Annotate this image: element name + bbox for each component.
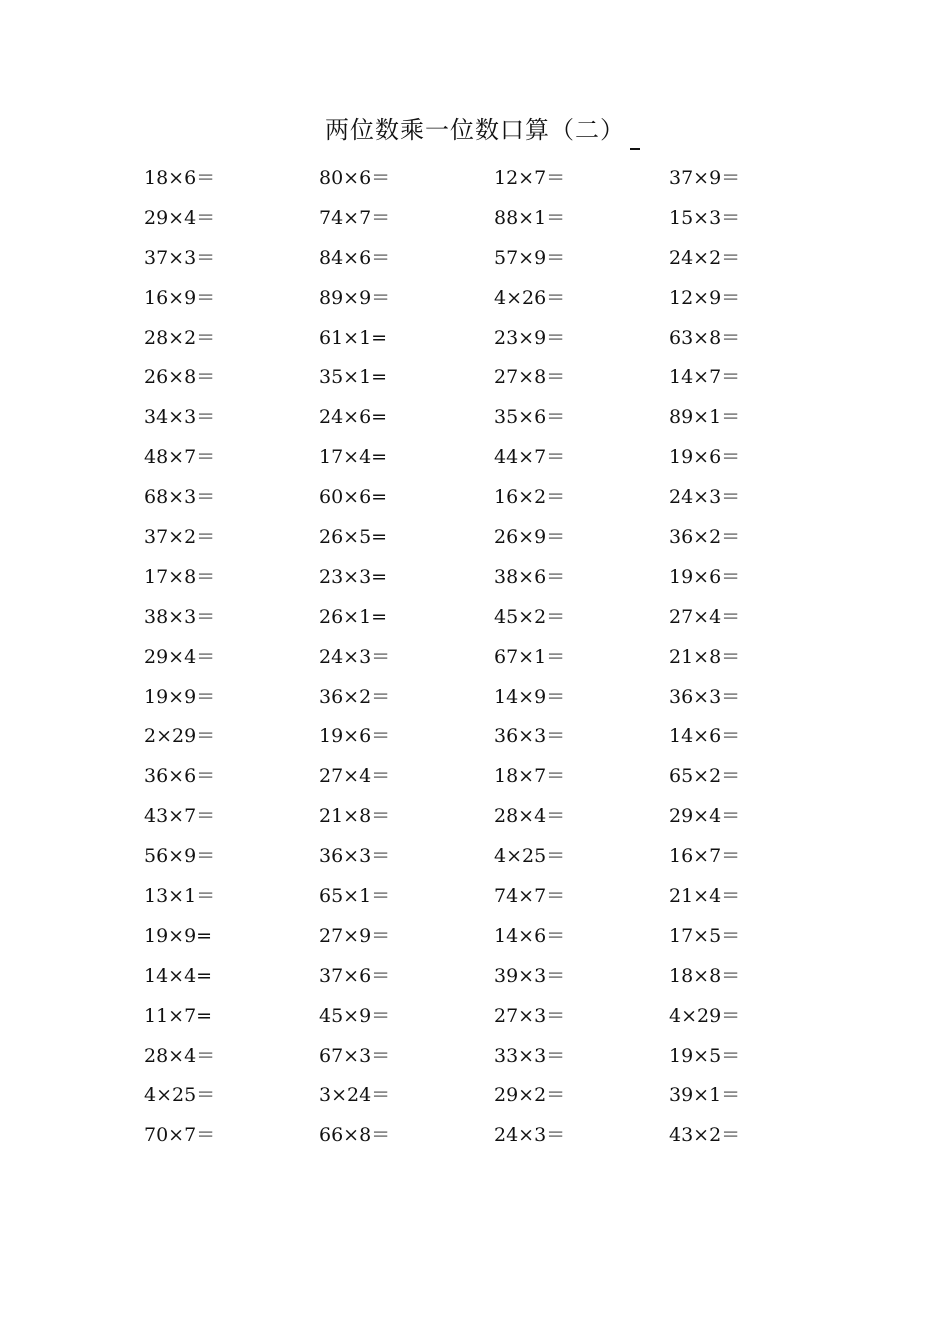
problem-row <box>144 1075 844 1115</box>
problem-item: 65×2＝ <box>669 765 741 788</box>
problem-item: 21×4＝ <box>669 884 741 907</box>
problem-item: 27×9＝ <box>319 924 391 947</box>
problem-item: 24×3＝ <box>319 645 391 668</box>
problem-item: 36×3＝ <box>669 685 741 708</box>
problem-item: 60×6= <box>319 486 388 509</box>
problem-item: 19×6＝ <box>319 725 391 748</box>
problem-row <box>144 836 844 876</box>
problem-item: 18×6＝ <box>144 166 216 189</box>
problem-item: 37×2＝ <box>144 525 216 548</box>
problem-item: 24×6= <box>319 406 388 429</box>
problem-item: 24×3＝ <box>494 1124 566 1147</box>
problem-item: 15×3＝ <box>669 206 741 229</box>
problem-row <box>144 318 844 358</box>
problem-row <box>144 756 844 796</box>
problem-item: 19×9= <box>144 924 213 947</box>
problem-item: 36×2＝ <box>669 525 741 548</box>
problem-item: 66×8＝ <box>319 1124 391 1147</box>
problem-item: 17×8＝ <box>144 565 216 588</box>
problem-item: 65×1＝ <box>319 884 391 907</box>
problem-item: 39×3＝ <box>494 964 566 987</box>
problem-item: 36×6＝ <box>144 765 216 788</box>
problem-item: 28×2＝ <box>144 326 216 349</box>
problem-item: 48×7＝ <box>144 446 216 469</box>
problem-item: 26×1= <box>319 605 388 628</box>
problem-row <box>144 517 844 557</box>
problem-row <box>144 437 844 477</box>
problem-item: 38×6＝ <box>494 565 566 588</box>
problem-item: 17×4= <box>319 446 388 469</box>
problem-item: 27×4＝ <box>669 605 741 628</box>
problem-item: 12×7＝ <box>494 166 566 189</box>
problem-item: 3×24＝ <box>319 1084 391 1107</box>
problem-item: 26×8＝ <box>144 366 216 389</box>
problem-item: 89×1＝ <box>669 406 741 429</box>
problem-item: 43×7＝ <box>144 805 216 828</box>
problem-row <box>144 876 844 916</box>
problem-item: 74×7＝ <box>319 206 391 229</box>
problem-item: 4×29＝ <box>669 1004 741 1027</box>
problem-item: 43×2＝ <box>669 1124 741 1147</box>
problem-item: 16×2＝ <box>494 486 566 509</box>
problem-item: 16×7＝ <box>669 845 741 868</box>
problem-item: 26×5= <box>319 525 388 548</box>
problem-item: 68×3＝ <box>144 486 216 509</box>
problem-row <box>144 677 844 717</box>
problem-item: 19×6＝ <box>669 446 741 469</box>
problem-item: 84×6＝ <box>319 246 391 269</box>
text-cursor-mark <box>630 148 640 150</box>
problem-item: 37×3＝ <box>144 246 216 269</box>
problem-item: 14×9＝ <box>494 685 566 708</box>
problem-item: 56×9＝ <box>144 845 216 868</box>
problem-item: 74×7＝ <box>494 884 566 907</box>
problem-row <box>144 716 844 756</box>
problem-row <box>144 238 844 278</box>
problem-item: 80×6＝ <box>319 166 391 189</box>
problem-item: 29×4＝ <box>144 645 216 668</box>
problem-item: 45×9＝ <box>319 1004 391 1027</box>
problem-item: 19×6＝ <box>669 565 741 588</box>
problem-row <box>144 357 844 397</box>
problem-item: 24×2＝ <box>669 246 741 269</box>
problem-item: 23×9＝ <box>494 326 566 349</box>
problem-item: 44×7＝ <box>494 446 566 469</box>
problem-item: 29×4＝ <box>669 805 741 828</box>
problem-row <box>144 397 844 437</box>
problem-item: 67×1＝ <box>494 645 566 668</box>
problem-item: 35×1= <box>319 366 388 389</box>
problem-item: 14×7＝ <box>669 366 741 389</box>
problem-item: 4×25＝ <box>144 1084 216 1107</box>
problem-item: 14×6＝ <box>494 924 566 947</box>
problem-item: 4×25＝ <box>494 845 566 868</box>
problem-item: 29×4＝ <box>144 206 216 229</box>
problem-item: 27×3＝ <box>494 1004 566 1027</box>
problem-item: 14×4= <box>144 964 213 987</box>
problem-row <box>144 278 844 318</box>
problem-item: 39×1＝ <box>669 1084 741 1107</box>
problem-item: 88×1＝ <box>494 206 566 229</box>
problem-item: 21×8＝ <box>669 645 741 668</box>
problem-item: 24×3＝ <box>669 486 741 509</box>
problem-item: 36×3＝ <box>494 725 566 748</box>
problem-item: 14×6＝ <box>669 725 741 748</box>
problem-item: 89×9＝ <box>319 286 391 309</box>
problem-row <box>144 1115 844 1155</box>
problem-item: 26×9＝ <box>494 525 566 548</box>
problem-item: 70×7＝ <box>144 1124 216 1147</box>
problem-item: 27×8＝ <box>494 366 566 389</box>
problem-item: 12×9＝ <box>669 286 741 309</box>
problem-item: 67×3＝ <box>319 1044 391 1067</box>
problem-grid <box>144 158 844 1155</box>
problem-item: 38×3＝ <box>144 605 216 628</box>
problem-item: 35×6＝ <box>494 406 566 429</box>
problem-item: 28×4＝ <box>494 805 566 828</box>
problem-row <box>144 1036 844 1076</box>
problem-item: 36×2＝ <box>319 685 391 708</box>
problem-row <box>144 557 844 597</box>
problem-item: 19×5＝ <box>669 1044 741 1067</box>
problem-item: 18×8＝ <box>669 964 741 987</box>
page-title: 两位数乘一位数口算（二） <box>325 116 625 144</box>
problem-item: 21×8＝ <box>319 805 391 828</box>
problem-item: 13×1＝ <box>144 884 216 907</box>
problem-item: 33×3＝ <box>494 1044 566 1067</box>
problem-row <box>144 158 844 198</box>
problem-row <box>144 597 844 637</box>
problem-item: 29×2＝ <box>494 1084 566 1107</box>
problem-row <box>144 198 844 238</box>
problem-item: 63×8＝ <box>669 326 741 349</box>
problem-item: 19×9＝ <box>144 685 216 708</box>
problem-item: 37×6＝ <box>319 964 391 987</box>
problem-item: 16×9＝ <box>144 286 216 309</box>
problem-row <box>144 956 844 996</box>
problem-item: 57×9＝ <box>494 246 566 269</box>
problem-item: 17×5＝ <box>669 924 741 947</box>
problem-item: 11×7= <box>144 1004 213 1027</box>
problem-row <box>144 637 844 677</box>
problem-item: 4×26＝ <box>494 286 566 309</box>
problem-item: 23×3= <box>319 565 388 588</box>
problem-row <box>144 796 844 836</box>
problem-item: 2×29＝ <box>144 725 216 748</box>
problem-item: 61×1= <box>319 326 388 349</box>
problem-row <box>144 996 844 1036</box>
problem-item: 36×3＝ <box>319 845 391 868</box>
problem-item: 37×9＝ <box>669 166 741 189</box>
problem-item: 34×3＝ <box>144 406 216 429</box>
problem-item: 27×4＝ <box>319 765 391 788</box>
problem-row <box>144 916 844 956</box>
problem-item: 18×7＝ <box>494 765 566 788</box>
problem-item: 28×4＝ <box>144 1044 216 1067</box>
problem-item: 45×2＝ <box>494 605 566 628</box>
problem-row <box>144 477 844 517</box>
